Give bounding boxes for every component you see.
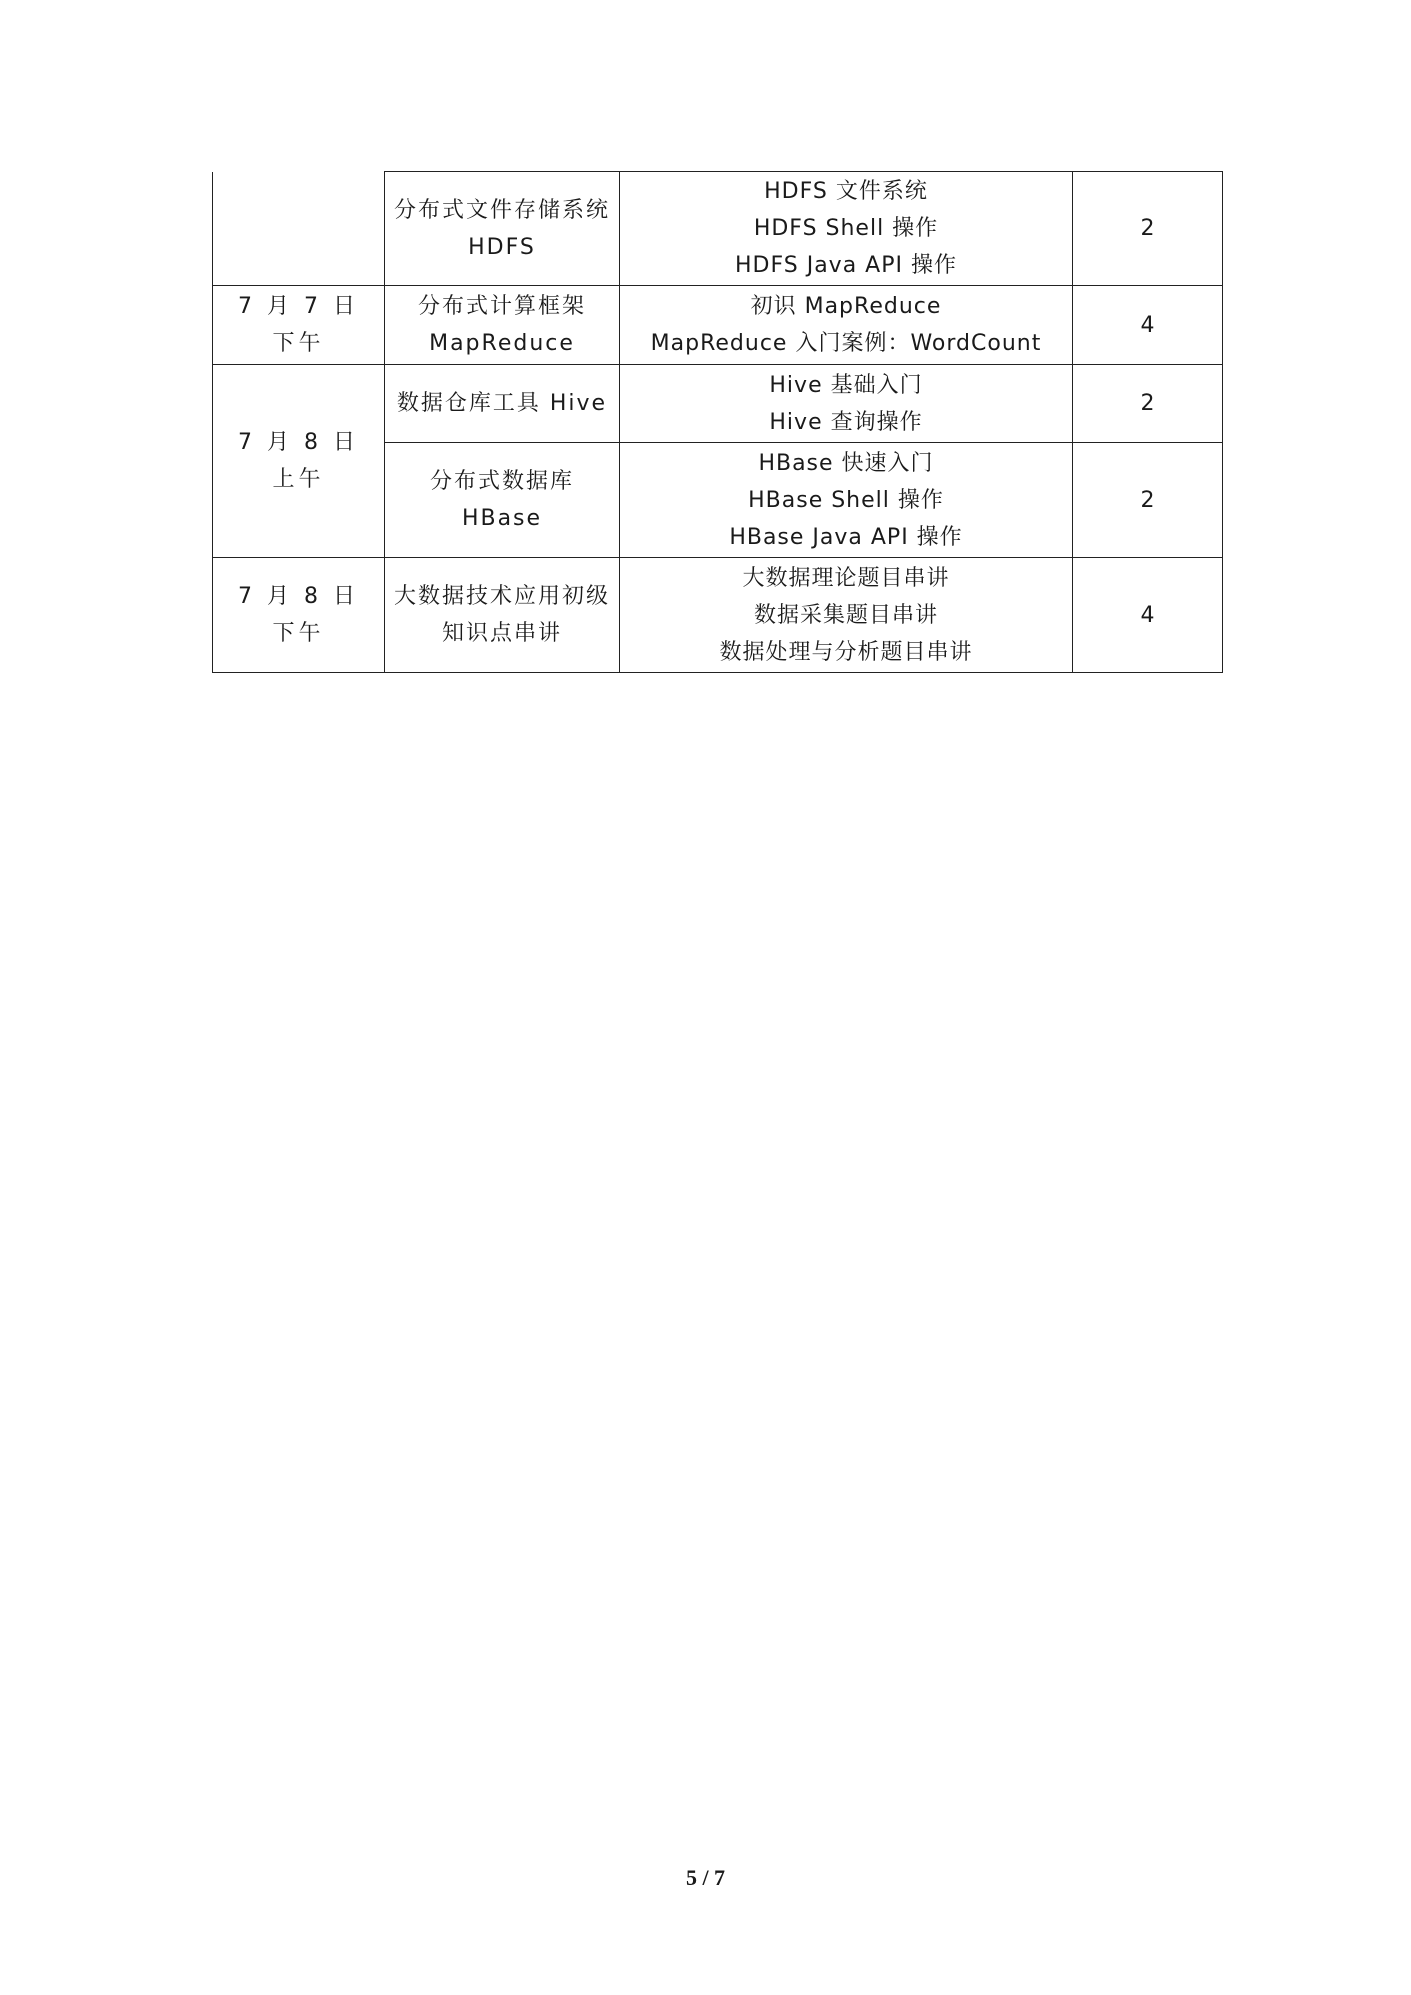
topic-line: 分布式计算框架 [417,294,586,319]
content-line: 数据处理与分析题目串讲 [719,639,973,665]
hours-cell: 2 [1073,443,1223,558]
page-number: 5 / 7 [685,1865,726,1890]
topic-line: MapReduce [429,331,575,356]
topic-cell [385,286,620,365]
content-line: HDFS 文件系统 [764,179,928,204]
hours-cell: 2 [1073,365,1223,443]
content-cell [620,558,1073,673]
content-line: HBase Shell 操作 [748,487,944,513]
content-line: 大数据理论题目串讲 [742,565,950,591]
topic-line: 知识点串讲 [441,621,562,646]
content-line: Hive 查询操作 [769,409,923,435]
content-cell [620,172,1073,286]
content-line: 初识 MapReduce [750,294,942,319]
topic-cell [385,443,620,558]
table-row [213,365,1223,443]
date-cell [213,172,385,286]
content-line: HDFS Java API 操作 [735,253,957,278]
content-line: HDFS Shell 操作 [753,216,939,241]
date-cell [213,365,385,558]
content-line: HBase Java API 操作 [729,524,963,550]
table-row [213,558,1223,673]
content-line: Hive 基础入门 [769,372,923,398]
date-cell [213,286,385,365]
topic-cell [385,365,620,443]
content-cell [620,365,1073,443]
topic-cell [385,558,620,673]
content-line: HBase 快速入门 [758,450,934,476]
training-schedule-table [212,171,1223,673]
topic-line: 分布式文件存储系统 [393,197,610,223]
content-line: MapReduce 入门案例：WordCount [650,331,1042,356]
period-line: 下午 [272,621,325,646]
content-cell [620,286,1073,365]
hours-cell: 4 [1073,286,1223,365]
topic-line: 分布式数据库 HBase [429,469,574,531]
period-line: 下午 [272,331,325,356]
date-line: 7 月 7 日 [238,294,359,319]
date-cell [213,558,385,673]
hours-cell: 4 [1073,558,1223,673]
content-line: 数据采集题目串讲 [753,602,938,628]
date-line: 7 月 8 日 [238,584,359,609]
topic-line: 大数据技术应用初级 [393,584,610,609]
table-row [213,286,1223,365]
date-line: 7 月 8 日 [238,430,359,455]
topic-line: 数据仓库工具 Hive [396,391,608,416]
table-row [213,172,1223,286]
hours-cell: 2 [1073,172,1223,286]
content-cell [620,443,1073,558]
topic-cell [385,172,620,286]
period-line: 上午 [272,467,325,492]
topic-line: HDFS [468,234,536,260]
